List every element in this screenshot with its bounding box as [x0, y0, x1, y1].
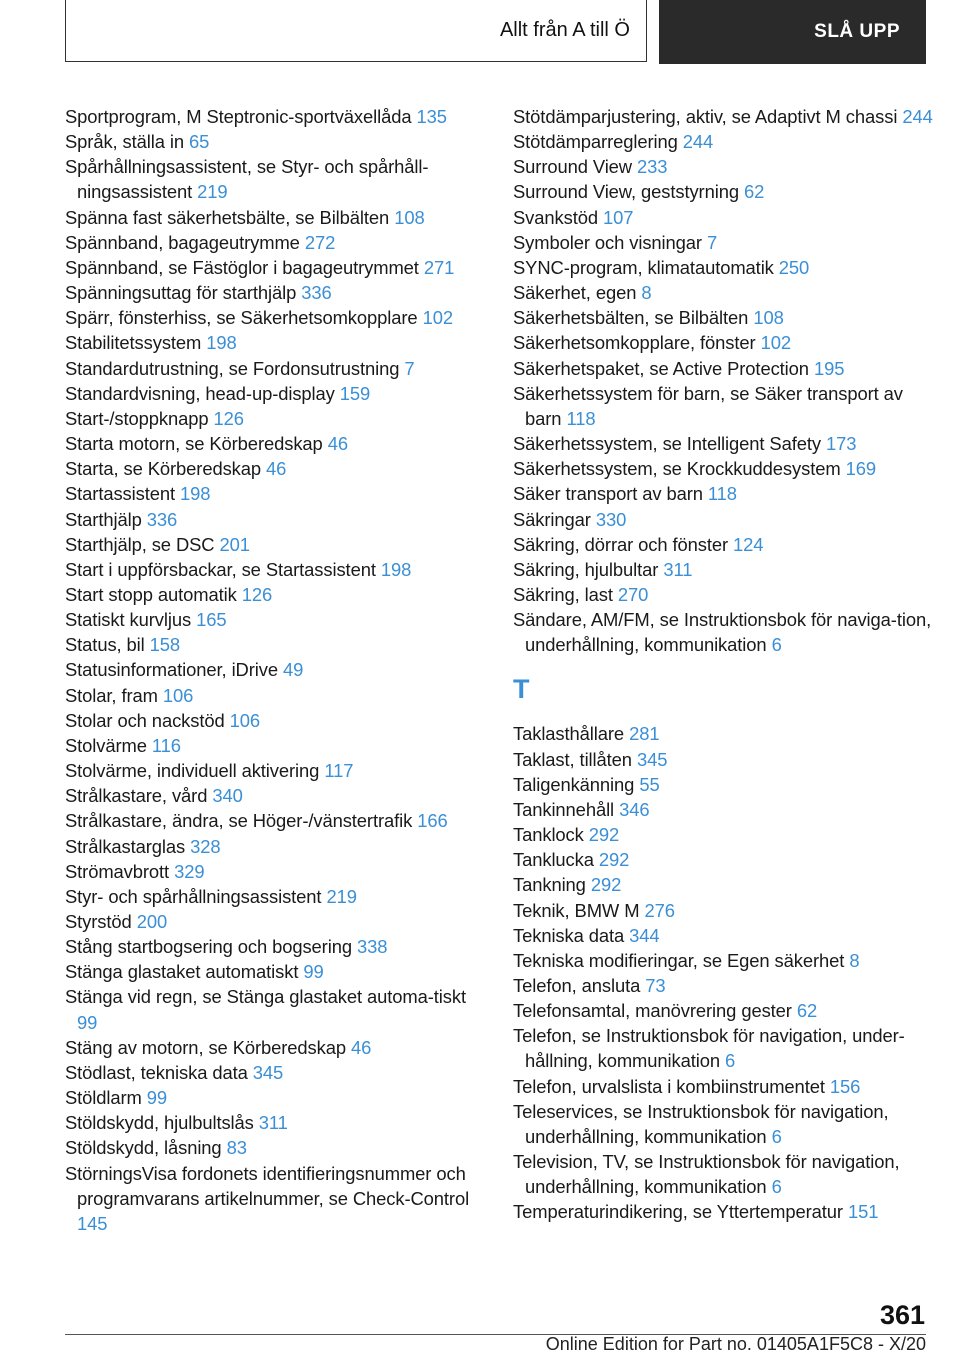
index-entry-text: Säkerhetsbälten, se Bilbälten [513, 307, 749, 329]
page-link[interactable]: 198 [206, 332, 237, 354]
index-entry-text: Tekniska modifieringar, se Egen säkerhet [513, 949, 845, 971]
page-link[interactable]: 250 [778, 256, 810, 278]
index-group-s [513, 104, 933, 657]
index-entry-text: Stäng av motorn, se Körberedskap [65, 1036, 346, 1058]
page-link[interactable]: 62 [743, 181, 765, 203]
index-entry-text: Tanklucka [513, 849, 594, 871]
page-link[interactable]: 219 [326, 885, 357, 907]
index-entry-text: Stolar, fram [65, 684, 158, 706]
index-entry [513, 532, 933, 557]
page-link[interactable]: 118 [566, 407, 596, 429]
index-entry-text: Stång startbogsering och bogsering [65, 936, 352, 958]
index-entry-text: Säkring, hjulbultar [513, 558, 659, 580]
page-link[interactable]: 99 [303, 961, 324, 983]
index-entry-text: Tankinnehåll [513, 798, 615, 820]
page-link[interactable]: 219 [197, 181, 228, 203]
index-entry [513, 356, 933, 381]
index-entry [513, 154, 933, 179]
index-entry-text: Säkerhetssystem, se Krockkuddesystem [513, 458, 841, 480]
index-entry-text: Säkerhetspaket, se Active Protection [513, 357, 809, 379]
index-entry [513, 1074, 933, 1099]
index-entry [513, 481, 933, 506]
page-link[interactable]: 108 [753, 307, 784, 329]
index-entry [65, 205, 485, 230]
index-entry [65, 129, 485, 154]
index-entry [513, 179, 933, 204]
index-entry-text: Styrstöd [65, 911, 132, 932]
index-entry-text: Tekniska data [513, 924, 625, 946]
page-link[interactable]: 7 [706, 231, 718, 253]
index-entry [65, 230, 485, 255]
index-entry-text: Telefon, urvalslista i kombiinstrumentet [513, 1075, 825, 1097]
lookup-tab[interactable]: SLÅ UPP [659, 0, 926, 64]
index-entry [65, 657, 485, 682]
index-entry-text: Styr- och spårhållningsassistent [65, 885, 322, 907]
page-link[interactable]: 156 [829, 1075, 861, 1097]
index-entry [513, 607, 933, 657]
index-entry-text: Stolvärme [65, 734, 147, 756]
index-entry-text: Television, TV, se Instruktionsbok för navigation, underhållning, kommunikation [513, 1151, 900, 1198]
index-entry [65, 507, 485, 532]
index-entry-text: Surround View, geststyrning [513, 181, 739, 203]
page-number: 361 [879, 1300, 925, 1330]
index-entry [65, 783, 485, 808]
index-entry [513, 557, 933, 582]
page-link[interactable]: 336 [146, 508, 178, 530]
index-entry [65, 859, 485, 884]
index-entry [65, 582, 485, 607]
index-entry [513, 129, 933, 154]
page-link[interactable]: 159 [339, 382, 371, 404]
index-entry [65, 481, 485, 506]
index-entry [513, 822, 933, 847]
index-entry-text: Spänningsuttag för starthjälp [65, 282, 297, 304]
index-entry [513, 948, 933, 973]
page-link[interactable]: 338 [356, 936, 388, 958]
index-entry-text: Sportprogram, M Steptronic-sportväxellåda [65, 106, 412, 127]
index-entry-text: Telefon, ansluta [513, 975, 641, 996]
index-entry-text: Start stopp automatik [65, 583, 237, 605]
page-link[interactable]: 49 [282, 659, 304, 681]
page-link[interactable]: 46 [327, 433, 348, 455]
page-link[interactable]: 108 [394, 206, 425, 228]
index-entry-text: Strålkastare, ändra, se Höger-/vänstertrafik [65, 810, 413, 832]
index-entry [513, 582, 933, 607]
page-link[interactable]: 270 [617, 583, 649, 605]
index-entry-text: Säkerhetssystem, se Intelligent Safety [513, 433, 821, 455]
page-link[interactable]: 336 [301, 282, 332, 304]
page-link[interactable]: 116 [151, 734, 181, 756]
section-letter-t: T [513, 674, 530, 705]
index-entry [65, 280, 485, 305]
index-entry [65, 154, 485, 204]
index-entry [65, 1035, 485, 1060]
page-link[interactable]: 233 [637, 156, 668, 178]
index-entry [65, 305, 485, 330]
page-link[interactable]: 6 [771, 634, 782, 656]
page-link[interactable]: 345 [252, 1061, 284, 1083]
page-link[interactable]: 124 [733, 533, 764, 555]
index-entry [513, 305, 933, 330]
index-entry [513, 872, 933, 897]
index-entry [65, 356, 485, 381]
index-entry-text: Språk, ställa in [65, 131, 185, 153]
index-entry [513, 507, 933, 532]
index-column-left [65, 104, 485, 1236]
index-entry-text: Symboler och visningar [513, 231, 702, 253]
index-entry [513, 280, 933, 305]
index-entry [65, 1110, 485, 1135]
index-entry [513, 1149, 933, 1199]
index-entry [513, 1099, 933, 1149]
page-link[interactable]: 311 [663, 558, 693, 580]
index-entry-text: Stolvärme, individuell aktivering [65, 760, 320, 782]
page-link[interactable]: 7 [404, 357, 415, 379]
index-entry-text: Spännband, se Fästöglor i bagageutrymmet [65, 256, 419, 278]
index-entry [65, 758, 485, 783]
index-entry [65, 909, 485, 934]
page-link[interactable]: 73 [645, 975, 666, 996]
index-entry-text: Stötdämparjustering, aktiv, se Adaptivt M chassi [513, 106, 898, 127]
page-link[interactable]: 106 [229, 709, 261, 731]
index-entry [65, 632, 485, 657]
page-link[interactable]: 346 [619, 798, 650, 820]
index-entry-text: Stabilitetssystem [65, 332, 202, 354]
index-entry [513, 772, 933, 797]
page-link[interactable]: 244 [902, 106, 933, 127]
page-link[interactable]: 8 [849, 949, 860, 971]
page-link[interactable]: 6 [725, 1050, 736, 1072]
page-link[interactable]: 328 [190, 835, 221, 857]
index-entry-text: Temperaturindikering, se Yttertemperatur [513, 1201, 843, 1223]
page-link[interactable]: 102 [760, 332, 791, 354]
page-link[interactable]: 106 [162, 684, 194, 706]
index-entry [513, 104, 933, 129]
index-entry-text: Stöldskydd, låsning [65, 1137, 222, 1159]
index-entry [65, 406, 485, 431]
index-entry [65, 884, 485, 909]
index-entry-text: Starta, se Körberedskap [65, 458, 262, 480]
index-entry [65, 1060, 485, 1085]
index-entry-text: Starthjälp, se DSC [65, 533, 215, 555]
index-entry [65, 959, 485, 984]
index-entry-text: Säkringar [513, 508, 591, 530]
page-link[interactable]: 244 [682, 131, 714, 153]
index-entry-text: Sändare, AM/FM, se Instruktionsbok för naviga-tion, underhållning, kommunikation [513, 609, 932, 656]
index-entry [65, 1085, 485, 1110]
index-entry-text: Teleservices, se Instruktionsbok för navigation, underhållning, kommunikation [513, 1100, 889, 1147]
index-entry [513, 230, 933, 255]
page-link[interactable]: 281 [629, 723, 660, 745]
page-link[interactable]: 344 [629, 924, 660, 946]
index-entry-text: Tanklock [513, 824, 584, 846]
index-entry-text: Status, bil [65, 634, 145, 656]
index-entry [513, 431, 933, 456]
index-entry-text: Spänna fast säkerhetsbälte, se Bilbälten [65, 206, 390, 228]
index-entry-text: Standardvisning, head-up-display [65, 382, 335, 404]
index-entry-text: Start-/stoppknapp [65, 407, 209, 429]
index-entry-text: Säkerhetsomkopplare, fönster [513, 332, 756, 354]
page-link[interactable]: 6 [771, 1176, 782, 1198]
index-entry [65, 1161, 485, 1236]
index-entry [513, 456, 933, 481]
index-entry-text: Säkerhet, egen [513, 282, 637, 304]
index-entry [513, 255, 933, 280]
index-entry-text: Stötdämparreglering [513, 131, 678, 153]
page-link[interactable]: 145 [77, 1212, 108, 1234]
index-entry-text: Surround View [513, 156, 632, 178]
index-entry [65, 456, 485, 481]
page-link[interactable]: 126 [213, 407, 244, 429]
page-link[interactable]: 46 [351, 1036, 372, 1058]
index-group-t [513, 721, 933, 1224]
index-entry-text: Spännband, bagageutrymme [65, 231, 300, 253]
page-link[interactable]: 99 [146, 1087, 168, 1109]
index-entry-text: Stänga vid regn, se Stänga glastaket automa-tiskt [65, 986, 466, 1008]
index-entry [513, 381, 933, 431]
index-entry-text: Stolar och nackstöd [65, 709, 225, 731]
index-entry [65, 557, 485, 582]
index-entry-text: Starta motorn, se Körberedskap [65, 433, 323, 455]
page-link[interactable]: 200 [136, 911, 168, 932]
index-entry-text: Telefonsamtal, manövrering gester [513, 1000, 792, 1022]
index-entry [65, 683, 485, 708]
index-entry-text: Statusinformationer, iDrive [65, 659, 278, 681]
index-entry-text: Stöldlarm [65, 1087, 142, 1109]
page-link[interactable]: 55 [639, 773, 660, 795]
index-entry [513, 1023, 933, 1073]
page-header [65, 0, 926, 64]
page-link[interactable]: 292 [590, 874, 622, 896]
page-link[interactable]: 292 [598, 849, 630, 871]
index-entry [513, 797, 933, 822]
page-link[interactable]: 8 [641, 282, 652, 304]
index-entry [65, 607, 485, 632]
index-entry-text: Svankstöd [513, 206, 598, 228]
index-entry [513, 998, 933, 1023]
index-entry-text: Start i uppförsbackar, se Startassistent [65, 558, 376, 580]
index-entry [65, 431, 485, 456]
index-entry [513, 898, 933, 923]
page-link[interactable]: 195 [813, 357, 845, 379]
page-link[interactable]: 126 [241, 583, 273, 605]
page-link[interactable]: 83 [226, 1137, 247, 1159]
page-link[interactable]: 158 [149, 634, 181, 656]
index-entry [513, 330, 933, 355]
page-link[interactable]: 165 [196, 609, 227, 631]
index-entry-text: Stödlast, tekniska data [65, 1061, 248, 1083]
page-link[interactable]: 311 [258, 1112, 288, 1134]
page-link[interactable]: 292 [588, 824, 620, 846]
index-entry-text: Säkerhetssystem för barn, se Säker transport av barn [513, 382, 903, 429]
page-link[interactable]: 201 [219, 533, 250, 555]
page-link[interactable]: 330 [595, 508, 627, 530]
index-entry [513, 205, 933, 230]
index-entry [65, 104, 485, 129]
index-entry [65, 255, 485, 280]
page-link[interactable]: 62 [796, 1000, 818, 1022]
page-link[interactable]: 198 [380, 558, 412, 580]
index-entry-text: Teknik, BMW M [513, 899, 640, 921]
index-entry-text: Spårhållningsassistent, se Styr- och spårhåll-ningsassistent [65, 156, 429, 203]
index-entry [65, 708, 485, 733]
index-entry-text: Startassistent [65, 483, 176, 505]
page-link[interactable]: 198 [180, 483, 211, 505]
index-entry-text: Stänga glastaket automatiskt [65, 961, 299, 983]
page-link[interactable]: 118 [707, 483, 737, 505]
index-entry [65, 1135, 485, 1160]
page-link[interactable]: 99 [77, 1011, 98, 1033]
index-entry-text: Säkring, dörrar och fönster [513, 533, 729, 555]
index-entry [513, 721, 933, 746]
index-entry [513, 1199, 933, 1224]
index-entry [65, 808, 485, 833]
index-entry-text: SYNC-program, klimatautomatik [513, 256, 774, 278]
index-entry-text: Strålkastare, vård [65, 785, 208, 807]
index-entry [65, 934, 485, 959]
page-link[interactable]: 329 [174, 860, 205, 882]
index-entry-text: Starthjälp [65, 508, 142, 530]
page-link[interactable]: 135 [416, 106, 447, 127]
index-entry [65, 330, 485, 355]
index-entry [65, 733, 485, 758]
page-link[interactable]: 173 [826, 433, 857, 455]
index-entry [513, 847, 933, 872]
index-entry-text: Telefon, se Instruktionsbok för navigation, under-hållning, kommunikation [513, 1025, 905, 1072]
index-entry [65, 834, 485, 859]
index-entry-text: Spärr, fönsterhiss, se Säkerhetsomkopplare [65, 307, 418, 329]
page-link[interactable]: 169 [845, 458, 876, 480]
index-entry-text: Standardutrustning, se Fordonsutrustning [65, 357, 400, 379]
index-entry-text: StörningsVisa fordonets identifieringsnummer och programvarans artikelnummer, se Check-Control [65, 1162, 470, 1209]
page-link[interactable]: 166 [417, 810, 448, 832]
page-link[interactable]: 6 [771, 1125, 782, 1147]
index-entry-text: Säker transport av barn [513, 483, 703, 505]
index-entry-text: Taligenkänning [513, 773, 635, 795]
footer-edition-text: Online Edition for Part no. 01405A1F5C8 - X/20 [545, 1334, 926, 1354]
index-entry [513, 973, 933, 998]
index-entry-text: Strömavbrott [65, 860, 170, 882]
page-link[interactable]: 151 [847, 1201, 879, 1223]
index-entry-text: Säkring, last [513, 583, 613, 605]
page-link[interactable]: 46 [266, 458, 287, 480]
index-entry-text: Stöldskydd, hjulbultslås [65, 1112, 254, 1134]
index-entry-text: Statiskt kurvljus [65, 609, 192, 631]
page-link[interactable]: 276 [644, 899, 675, 921]
index-entry-text: Tankning [513, 874, 586, 896]
section-tab-a-to-o[interactable]: Allt från A till Ö [65, 0, 647, 62]
page-link[interactable]: 107 [603, 206, 634, 228]
page-link[interactable]: 272 [304, 231, 336, 253]
page-link[interactable]: 340 [212, 785, 243, 807]
index-column-right [513, 104, 933, 1225]
index-entry-text: Strålkastarglas [65, 835, 186, 857]
index-entry [513, 923, 933, 948]
page-link[interactable]: 271 [423, 256, 455, 278]
index-entry [513, 747, 933, 772]
page-link[interactable]: 65 [189, 131, 210, 153]
index-entry [65, 532, 485, 557]
page-link[interactable]: 117 [324, 760, 354, 782]
page-link[interactable]: 345 [636, 748, 668, 770]
index-entry-text: Taklast, tillåten [513, 748, 632, 770]
index-entry-text: Taklasthållare [513, 723, 625, 745]
index-entry [65, 984, 485, 1034]
page-link[interactable]: 102 [422, 307, 453, 329]
index-entry [65, 381, 485, 406]
